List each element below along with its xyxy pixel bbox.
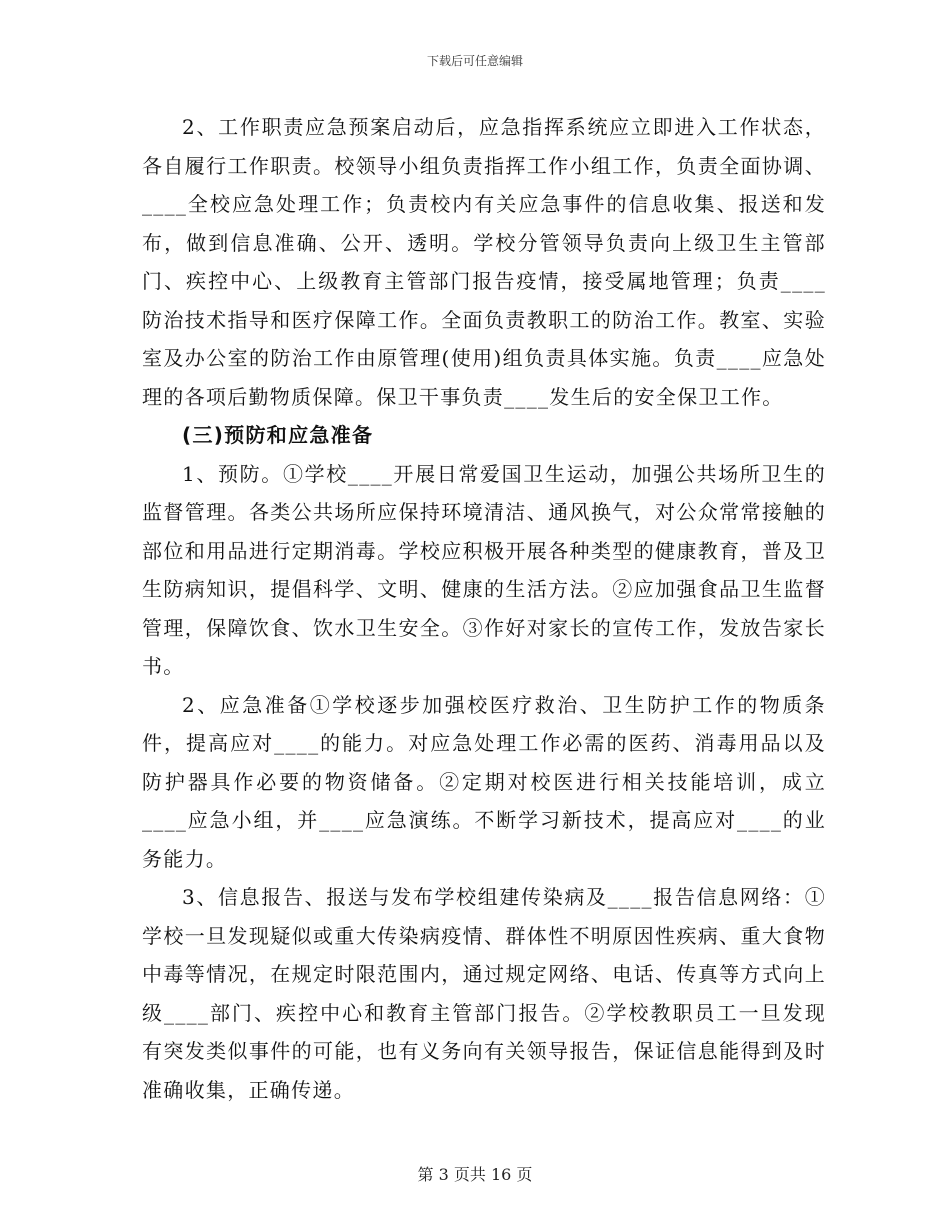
section-heading: (三)预防和应急准备 <box>182 423 374 447</box>
document-body <box>142 108 826 1109</box>
paragraph-preparation: 2、应急准备①学校逐步加强校医疗救治、卫生防护工作的物质条件，提高应对____的能力。对应急处理工作必需的医药、消毒用品以及防护器具作必要的物资储备。②定期对校医进行相关技能培训，成立____应急小组，并____应急演练。不断学习新技术，提高应对____的业务能力。 <box>142 692 826 871</box>
page-number: 第 3 页共 16 页 <box>417 1165 533 1184</box>
paragraph-prevention: 1、预防。①学校____开展日常爱国卫生运动，加强公共场所卫生的监督管理。各类公共场所应保持环境清洁、通风换气，对公众常常接触的部位和用品进行定期消毒。学校应积极开展各种类型的健康教育，普及卫生防病知识，提倡科学、文明、健康的生活方法。②应加强食品卫生监督管理，保障饮食、饮水卫生安全。③作好对家长的宣传工作，发放告家长书。 <box>142 461 826 678</box>
paragraph-duties: 2、工作职责应急预案启动后，应急指挥系统应立即进入工作状态，各自履行工作职责。校领导小组负责指挥工作小组工作，负责全面协调、____全校应急处理工作；负责校内有关应急事件的信息收集、报送和发布，做到信息准确、公开、透明。学校分管领导负责向上级卫生主管部门、疾控中心、上级教育主管部门报告疫情，接受属地管理；负责____防治技术指导和医疗保障工作。全面负责教职工的防治工作。教室、实验室及办公室的防治工作由原管理(使用)组负责具体实施。负责____应急处理的各项后勤物质保障。保卫干事负责____发生后的安全保卫工作。 <box>142 115 826 409</box>
paragraph-reporting: 3、信息报告、报送与发布学校组建传染病及____报告信息网络：①学校一旦发现疑似或重大传染病疫情、群体性不明原因性疾病、重大食物中毒等情况，在规定时限范围内，通过规定网络、电话、传真等方式向上级____部门、疾控中心和教育主管部门报告。②学校教职员工一旦发现有突发类似事件的可能，也有义务向有关领导报告，保证信息能得到及时准确收集，正确传递。 <box>142 885 826 1102</box>
page-header: 下载后可任意编辑 <box>426 54 523 68</box>
